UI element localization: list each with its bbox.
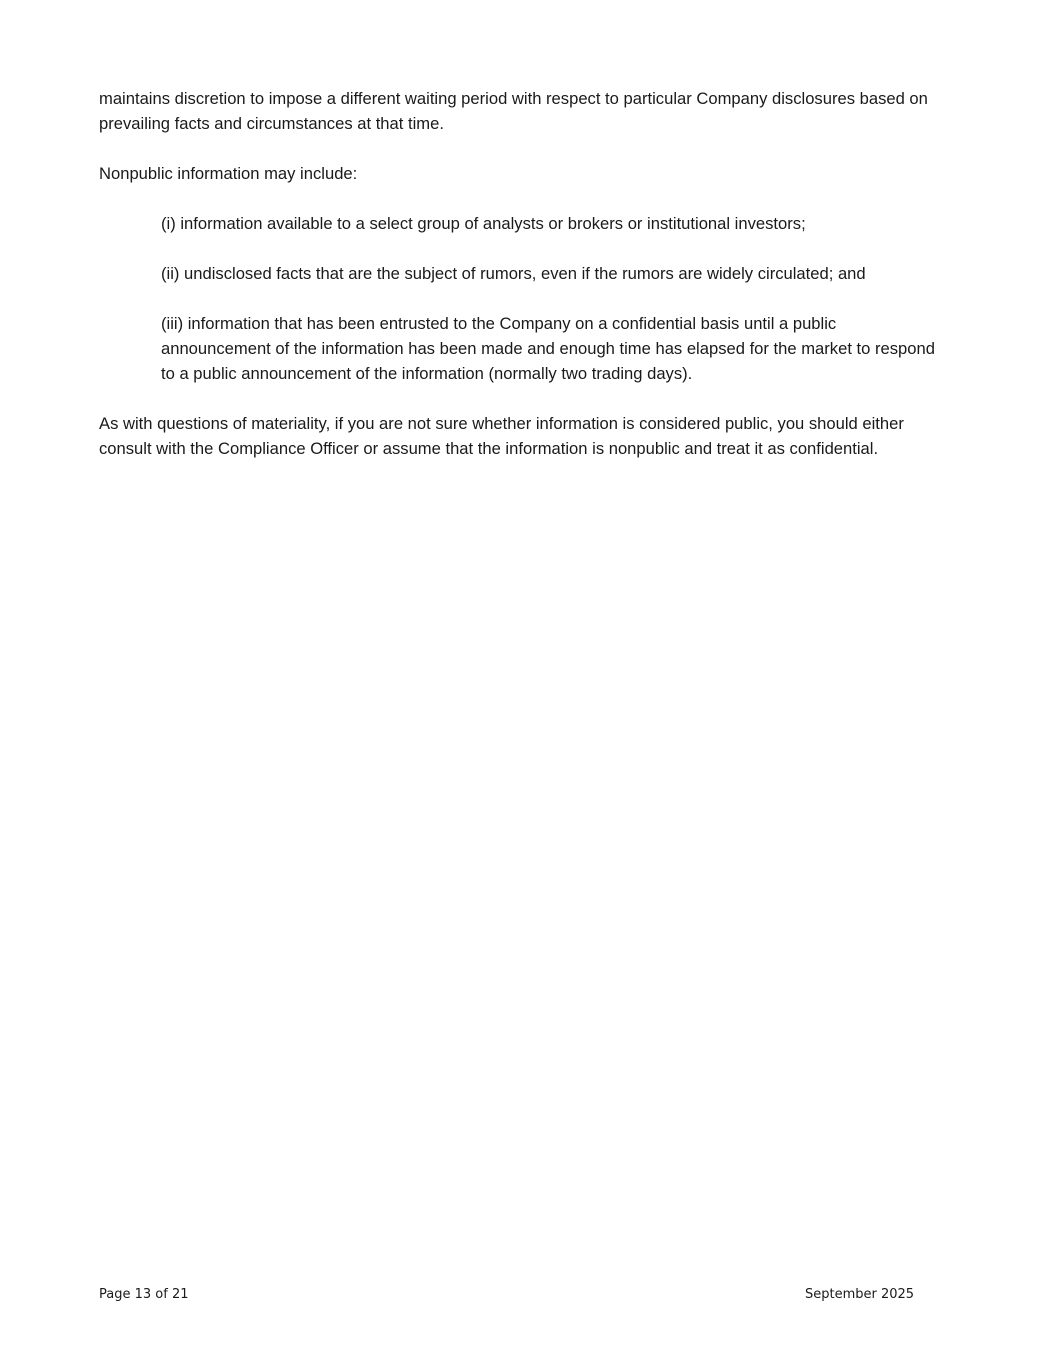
document-body bbox=[99, 86, 944, 486]
list-item-i: (i) information available to a select group of analysts or brokers or institutional investors; bbox=[161, 214, 806, 233]
list-item-ii: (ii) undisclosed facts that are the subject of rumors, even if the rumors are widely circulated; and bbox=[161, 264, 866, 283]
paragraph-materiality: As with questions of materiality, if you are not sure whether information is considered public, you should either consult with the Compliance Officer or assume that the information is nonpublic and treat it as confidential. bbox=[99, 414, 904, 458]
footer-date: September 2025 bbox=[805, 1287, 915, 1302]
list-item-iii: (iii) information that has been entrusted to the Company on a confidential basis until a public announcement of the information has been made and enough time has elapsed for the market to respond to a public announcement of the information (normally two trading days). bbox=[161, 314, 935, 383]
paragraph-waiting-period: maintains discretion to impose a different waiting period with respect to particular Company disclosures based on prevailing facts and circumstances at that time. bbox=[99, 89, 928, 133]
paragraph-nonpublic-lead: Nonpublic information may include: bbox=[99, 164, 358, 183]
footer-page-number: Page 13 of 21 bbox=[99, 1287, 189, 1302]
